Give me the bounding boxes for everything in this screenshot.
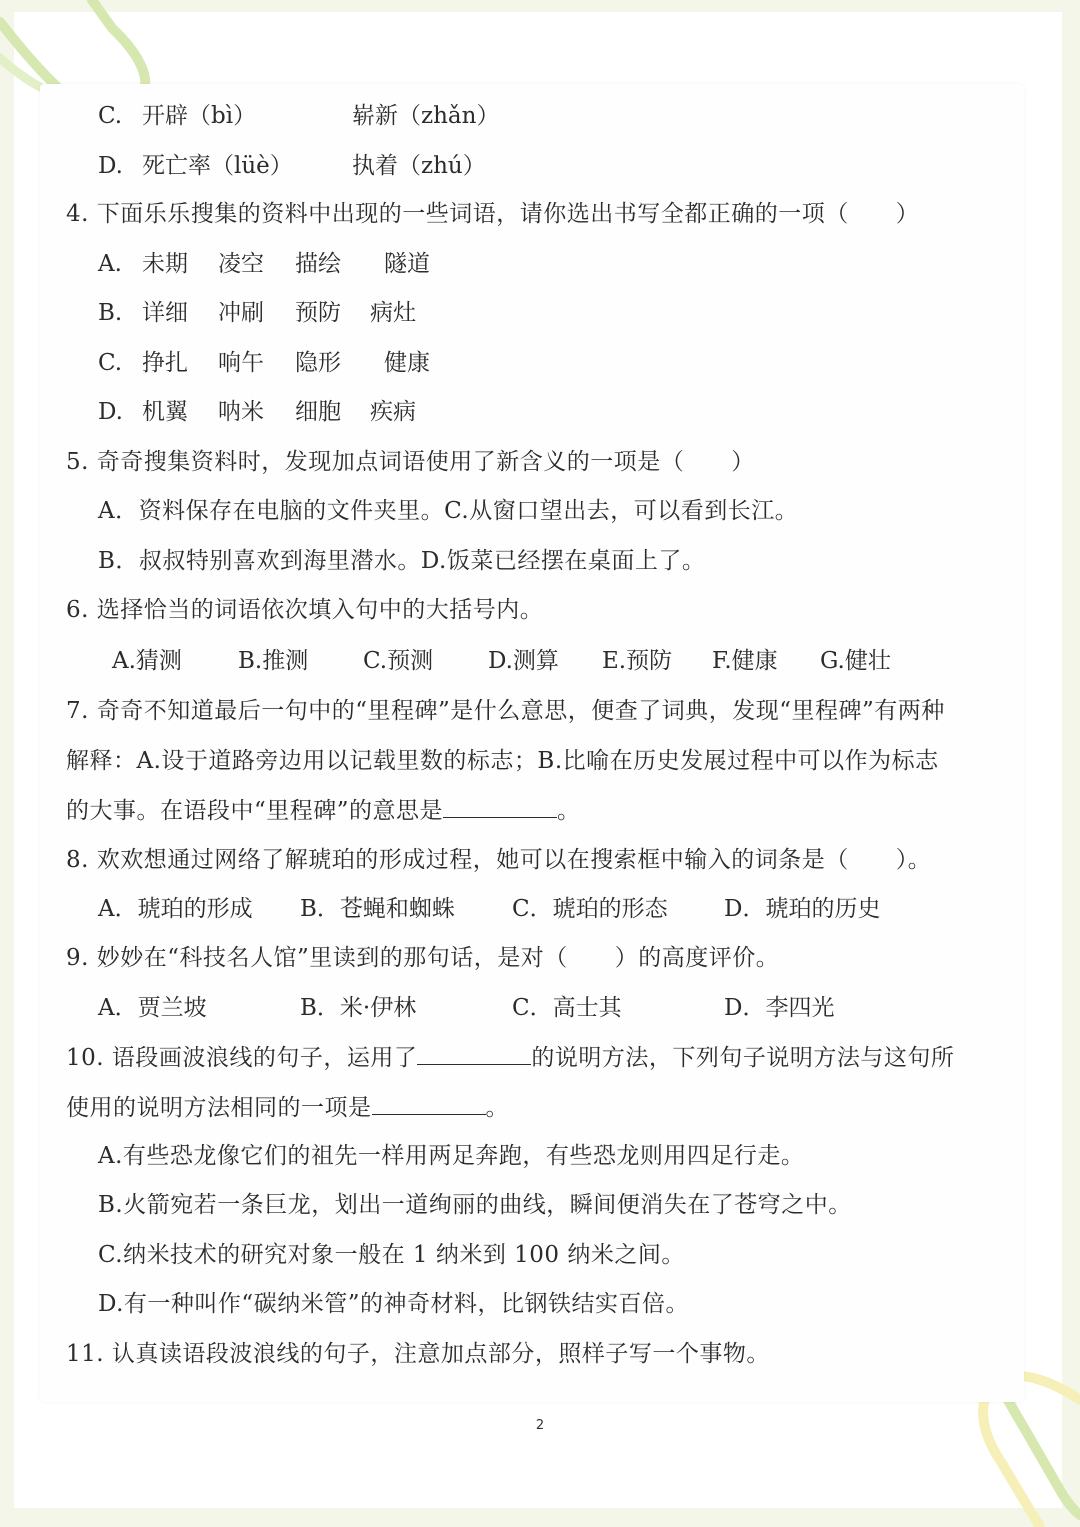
- q9-stem: 9. 妙妙在“科技名人馆”里读到的那句话，是对（ ）的高度评价。: [66, 945, 780, 971]
- q7-answer-blank[interactable]: [443, 795, 557, 818]
- q8-option-b: B．苍蝇和蜘蛛: [300, 896, 455, 922]
- q4-option-a-word-1: 未期: [142, 251, 188, 277]
- q7-line-3-text: 的大事。在语段中“里程碑”的意思是: [66, 798, 444, 824]
- q8-option-c: C．琥珀的形态: [512, 896, 668, 922]
- q10-option-blank[interactable]: [372, 1092, 486, 1115]
- q5-stem: 5. 奇奇搜集资料时，发现加点词语使用了新含义的一项是（ ）: [66, 449, 755, 475]
- q4-option-b-word-2: 冲刷: [218, 300, 264, 326]
- q4-option-c-word-4: 健康: [384, 350, 430, 376]
- q10-line-2-text: 使用的说明方法相同的一项是: [66, 1095, 372, 1121]
- q6-stem: 6. 选择恰当的词语依次填入句中的大括号内。: [66, 597, 544, 623]
- q4-option-a-letter: A.: [98, 251, 122, 277]
- q6-word-a: A.猜测: [112, 648, 182, 674]
- q10-option-b: B.火箭宛若一条巨龙，划出一道绚丽的曲线，瞬间便消失在了苍穹之中。: [98, 1192, 852, 1218]
- q6-word-c: C.预测: [363, 648, 434, 674]
- q10-line-1-rest: 的说明方法，下列句子说明方法与这句所: [531, 1045, 955, 1071]
- q8-stem: 8. 欢欢想通过网络了解琥珀的形成过程，她可以在搜索框中输入的词条是（ ）。: [66, 847, 932, 873]
- q4-option-d-word-2: 呐米: [218, 399, 264, 425]
- q6-word-b: B.推测: [238, 648, 309, 674]
- q4-option-d-word-4: 疾病: [370, 399, 416, 425]
- q4-option-a-word-2: 凌空: [218, 251, 264, 277]
- q4-option-b-word-1: 详细: [142, 300, 188, 326]
- q4-option-b-word-4: 病灶: [370, 300, 416, 326]
- q3-option-c-word-a: 开辟（bì）: [142, 103, 257, 129]
- q10-line-2-end: 。: [485, 1095, 509, 1121]
- q7-line-3: [66, 795, 581, 826]
- q4-option-b-word-3: 预防: [295, 300, 341, 326]
- q7-line-2: 解释：A.设于道路旁边用以记载里数的标志；B.比喻在历史发展过程中可以作为标志: [66, 748, 939, 774]
- page-number: 2: [535, 1418, 545, 1433]
- q11-stem: 11. 认真读语段波浪线的句子，注意加点部分，照样子写一个事物。: [66, 1341, 770, 1367]
- q3-option-d-word-b: 执着（zhú）: [352, 153, 486, 179]
- q10-method-blank[interactable]: [417, 1042, 531, 1065]
- q4-stem: 4. 下面乐乐搜集的资料中出现的一些词语，请你选出书写全都正确的一项（ ）: [66, 201, 920, 227]
- q10-line-2: [66, 1092, 509, 1123]
- q5-options-line-2: B．叔叔特别喜欢到海里潜水。D.饭菜已经摆在桌面上了。: [98, 548, 706, 574]
- q4-option-d-letter: D.: [98, 399, 123, 425]
- q6-word-g: G.健壮: [820, 648, 891, 674]
- q6-word-f: F.健康: [712, 648, 778, 674]
- q4-option-c-word-3: 隐形: [295, 350, 341, 376]
- q8-option-d: D．琥珀的历史: [724, 896, 881, 922]
- q3-option-c-word-b: 崭新（zhǎn）: [352, 103, 500, 129]
- q7-line-3-end: 。: [557, 798, 581, 824]
- q4-option-a-word-3: 描绘: [295, 251, 341, 277]
- q6-word-d: D.测算: [488, 648, 559, 674]
- q4-option-c-word-2: 响午: [218, 350, 264, 376]
- q6-word-e: E.预防: [602, 648, 673, 674]
- q10-line-1-text: 10. 语段画波浪线的句子，运用了: [66, 1045, 418, 1071]
- q10-line-1: [66, 1042, 954, 1073]
- q7-line-1: 7. 奇奇不知道最后一句中的“里程碑”是什么意思，便查了词典，发现“里程碑”有两种: [66, 698, 945, 724]
- q3-option-c-letter: C.: [98, 103, 123, 129]
- q9-option-c: C．高士其: [512, 995, 622, 1021]
- q9-option-b: B．米·伊林: [300, 995, 417, 1021]
- q3-option-d-letter: D.: [98, 153, 123, 179]
- q4-option-a-word-4: 隧道: [384, 251, 430, 277]
- q4-option-c-letter: C.: [98, 350, 123, 376]
- q9-option-a: A．贾兰坡: [98, 995, 207, 1021]
- q3-option-d-word-a: 死亡率（lüè）: [142, 153, 293, 179]
- q4-option-d-word-3: 细胞: [295, 399, 341, 425]
- q4-option-d-word-1: 机翼: [142, 399, 188, 425]
- q10-option-c: C.纳米技术的研究对象一般在 1 纳米到 100 纳米之间。: [98, 1242, 685, 1268]
- q4-option-c-word-1: 挣扎: [142, 350, 188, 376]
- q9-option-d: D．李四光: [724, 995, 835, 1021]
- q10-option-a: A.有些恐龙像它们的祖先一样用两足奔跑，有些恐龙则用四足行走。: [98, 1143, 805, 1169]
- q4-option-b-letter: B.: [98, 300, 123, 326]
- q8-option-a: A．琥珀的形成: [98, 896, 253, 922]
- q10-option-d: D.有一种叫作“碳纳米管”的神奇材料，比钢铁结实百倍。: [98, 1291, 689, 1317]
- q5-options-line-1: A．资料保存在电脑的文件夹里。C.从窗口望出去，可以看到长江。: [98, 498, 799, 524]
